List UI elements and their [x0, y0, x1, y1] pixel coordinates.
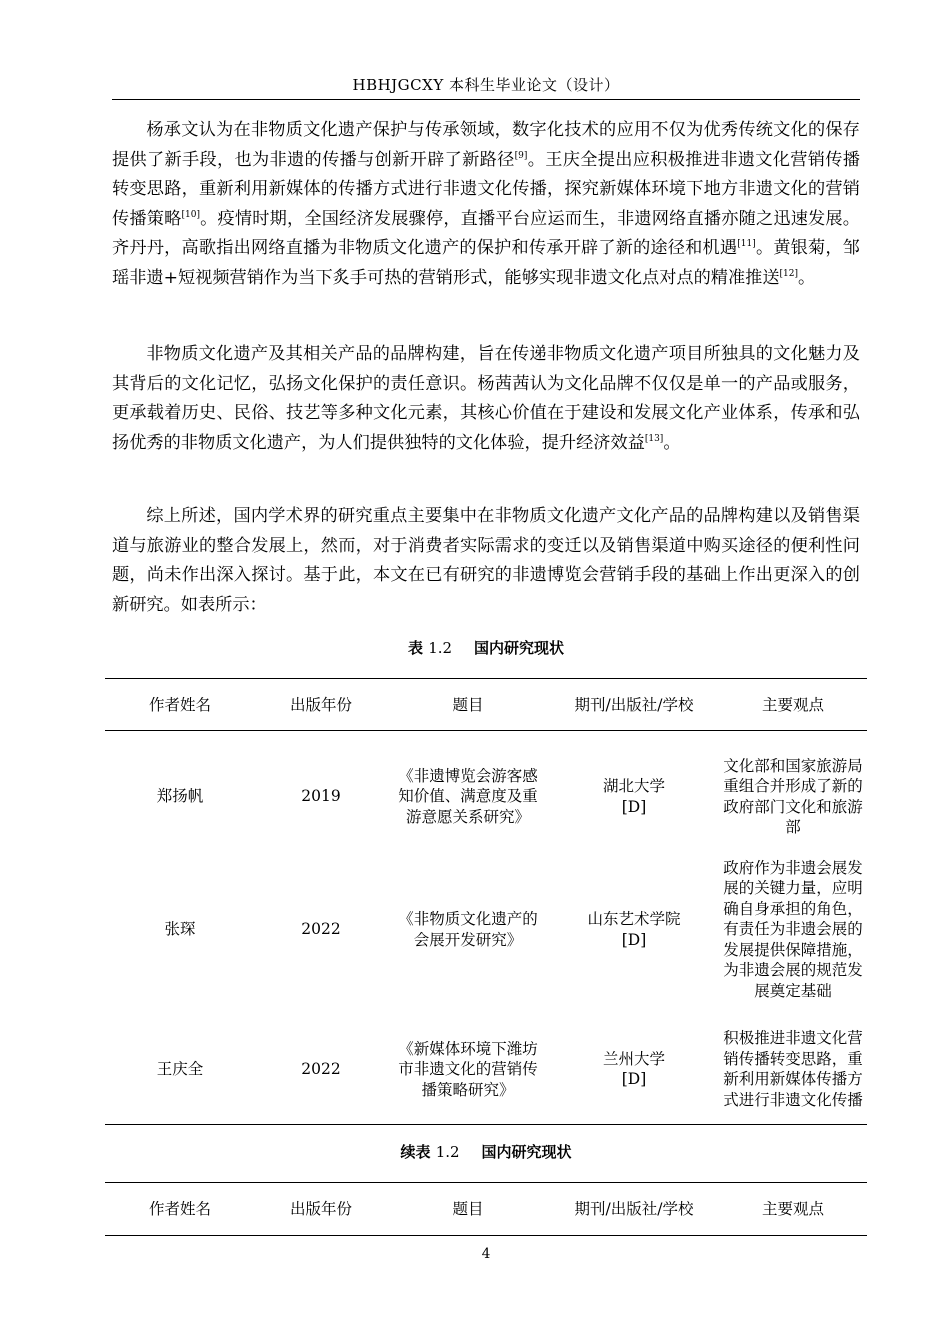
header-title: 题目: [387, 1183, 549, 1236]
header-source: 期刊/出版社/学校: [549, 679, 719, 731]
header-title: 题目: [387, 679, 549, 731]
table-continuation-caption: [112, 1141, 860, 1162]
cell-view: 文化部和国家旅游局重组合并形成了新的政府部门文化和旅游部: [723, 756, 863, 836]
source-type: [D]: [621, 1070, 647, 1089]
citation: [9]: [514, 150, 528, 161]
citation: [11]: [737, 239, 756, 249]
research-table: [105, 678, 867, 1125]
caption-number: 1.2: [428, 639, 453, 657]
cell-author: 张琛: [164, 920, 196, 939]
source-name: 湖北大学: [602, 777, 665, 795]
paragraph-text: 。王庆全提出应积极推进非遗文化营销传播转变思路，重新利用新媒体的传播方式进行非遗文化传播，探究新媒体环境下地方非遗文化的营销传播策略: [112, 149, 860, 229]
cell-title: 《非遗博览会游客感知价值、满意度及重游意愿关系研究》: [398, 766, 538, 826]
caption-title: 国内研究现状: [474, 639, 565, 657]
caption-number: 1.2: [435, 1143, 460, 1161]
caption-prefix: 续表: [400, 1143, 431, 1161]
paragraph-2: [112, 340, 860, 458]
cell-title: 《新媒体环境下潍坊市非遗文化的营销传播策略研究》: [387, 1015, 549, 1125]
header-year: 出版年份: [255, 1183, 387, 1236]
paragraph-text: 非物质文化遗产及其相关产品的品牌构建，旨在传递非物质文化遗产项目所独具的文化魅力及其背后的文化记忆，弘扬文化保护的责任意识。杨茜茜认为文化品牌不仅仅是单一的产品或服务，更承载着历史、民俗、技艺等多种文化元素，其核心价值在于建设和发展文化产业体系，传承和弘扬优秀的非物质文化遗产，为人们提供独特的文化体验，提升经济效益: [112, 344, 860, 453]
table-row: [105, 1015, 867, 1125]
cell-title: 《非物质文化遗产的会展开发研究》: [398, 910, 538, 949]
citation: [10]: [181, 209, 200, 220]
source-type: [D]: [621, 797, 647, 816]
header-author: 作者姓名: [105, 679, 255, 731]
cell-author: 郑扬帆: [156, 787, 204, 806]
cell-year: 2022: [301, 920, 341, 939]
table-header-row: [105, 679, 867, 731]
header-rule: [112, 99, 860, 100]
source-name: 山东艺术学院: [587, 910, 681, 928]
page-number: 4: [481, 1246, 491, 1262]
paragraph-3: [112, 502, 860, 620]
paragraph-text: 杨承文认为在非物质文化遗产保护与传承领域，数字化技术的应用不仅为优秀传统文化的保存提供了新手段，也为非遗的传播与创新开辟了新路径: [112, 120, 860, 170]
caption-title: 国内研究现状: [481, 1143, 572, 1161]
table-caption: [112, 637, 860, 658]
cell-source: [549, 749, 719, 845]
paragraph-text: 。疫情时期，全国经济发展骤停，直播平台应运而生，非遗网络直播亦随之迅速发展。齐丹丹，高歌指出网络直播为非物质文化遗产的保护和传承开辟了新的途径和机遇: [112, 208, 860, 258]
table-header-row: [105, 1183, 867, 1236]
citation: [12]: [779, 268, 799, 279]
paragraph-text: 。: [798, 267, 816, 288]
paragraph-text: 。: [663, 432, 681, 453]
header-source: 期刊/出版社/学校: [549, 1183, 719, 1236]
table-row: [105, 749, 867, 845]
header-author: 作者姓名: [105, 1183, 255, 1236]
citation: [13]: [644, 433, 664, 444]
caption-prefix: 表: [407, 639, 423, 657]
paragraph-1: [112, 116, 860, 293]
cell-source: [549, 845, 719, 1015]
table-row: [105, 845, 867, 1015]
paragraph-text: 。黄银菊，邹瑶非遗+短视频营销作为当下炙手可热的营销形式，能够实现非遗文化点对点的精准推送: [112, 238, 860, 288]
running-header: HBHJGCXY 本科生毕业论文（设计）: [352, 76, 620, 94]
cell-year: 2022: [255, 1015, 387, 1125]
cell-source: [549, 1015, 719, 1125]
research-table-continued: [105, 1182, 867, 1236]
cell-view: 政府作为非遗会展发展的关键力量，应明确自身承担的角色，有责任为非遗会展的发展提供保障措施，为非遗会展的规范发展奠定基础: [723, 858, 863, 1000]
cell-view: 积极推进非遗文化营销传播转变思路，重新利用新媒体传播方式进行非遗文化传播: [719, 1015, 867, 1125]
cell-author: 王庆全: [105, 1015, 255, 1125]
source-type: [D]: [621, 930, 647, 949]
header-view: 主要观点: [719, 679, 867, 731]
header-year: 出版年份: [255, 679, 387, 731]
header-view: 主要观点: [719, 1183, 867, 1236]
paragraph-text: 综上所述，国内学术界的研究重点主要集中在非物质文化遗产文化产品的品牌构建以及销售渠道与旅游业的整合发展上，然而，对于消费者实际需求的变迁以及销售渠道中购买途径的便利性问题，尚未作出深入探讨。基于此，本文在已有研究的非遗博览会营销手段的基础上作出更深入的创新研究。如表所示：: [112, 506, 860, 615]
cell-year: 2019: [301, 787, 341, 806]
source-name: 兰州大学: [602, 1049, 665, 1068]
